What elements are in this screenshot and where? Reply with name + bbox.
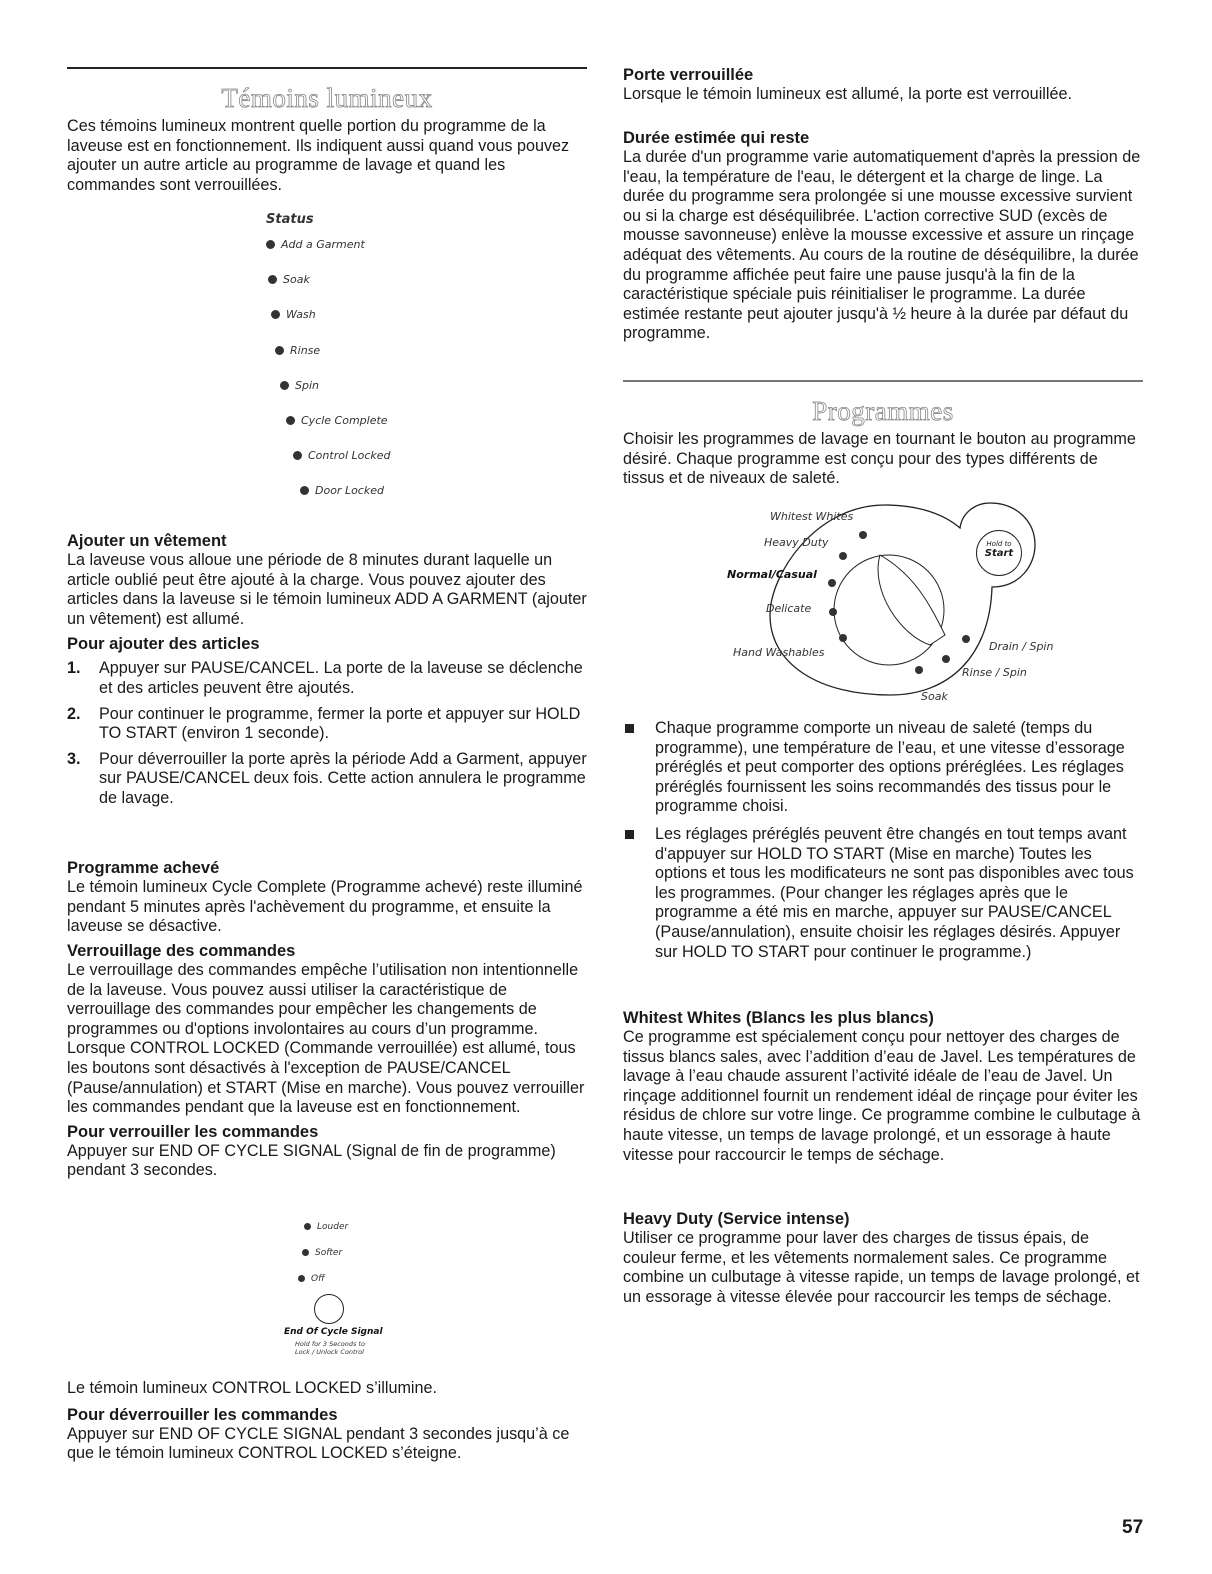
- programmes-bullets: [623, 719, 1143, 970]
- hold-to-start-button[interactable]: [976, 530, 1022, 576]
- signal-button-label: End Of Cycle Signal: [284, 1327, 383, 1337]
- top-rule-left: [67, 67, 587, 69]
- bullet-item: Chaque programme comporte un niveau de saleté (temps du programme), une température de l’eau, et une vitesse d’essorage préréglés et peut comporter des options préréglées. Les réglages préréglés fournissent les soins recommandés des tissus pour le programme choisi.: [623, 719, 1143, 817]
- signal-caption-1: Hold for 3 Seconds to: [295, 1340, 365, 1348]
- indicator-light-icon: [275, 346, 284, 355]
- add-items-subheading: Pour ajouter des articles: [67, 635, 260, 654]
- status-item-add-garment: Add a Garment: [266, 238, 365, 251]
- indicator-light-icon: [280, 381, 289, 390]
- indicator-light-icon: [302, 1249, 309, 1256]
- dial-label-whitest-whites: Whitest Whites: [770, 510, 854, 523]
- square-bullet-icon: [625, 830, 634, 839]
- signal-louder: Louder: [304, 1222, 348, 1232]
- rule-programmes: [623, 380, 1143, 382]
- section-title-programmes: Programmes: [812, 396, 954, 426]
- section-title-temoins: Témoins lumineux: [221, 83, 433, 113]
- start-button-line1: Hold to: [986, 540, 1012, 548]
- cycle-complete-heading: Programme achevé: [67, 859, 220, 877]
- unlock-section: [67, 1379, 597, 1464]
- unlock-body: Appuyer sur END OF CYCLE SIGNAL pendant 3 secondes jusqu’à ce que le témoin lumineux CONTROL LOCKED s’éteigne.: [67, 1424, 570, 1463]
- dial-label-delicate: Delicate: [766, 602, 812, 615]
- time-remaining-heading: Durée estimée qui reste: [623, 129, 810, 147]
- dial-label-heavy-duty: Heavy Duty: [764, 536, 829, 549]
- step-item: 3. Pour déverrouiller la porte après la période Add a Garment, appuyer sur PAUSE/CANCEL deux fois. Cette action annulera le programme de lavage.: [67, 749, 587, 807]
- signal-caption-2: Lock / Unlock Control: [295, 1348, 364, 1356]
- dial-label-hand-washables: Hand Washables: [733, 646, 825, 659]
- status-item-spin: Spin: [280, 379, 319, 392]
- add-garment-section: [67, 531, 587, 815]
- dial-label-soak: Soak: [921, 690, 948, 703]
- lock-body: Appuyer sur END OF CYCLE SIGNAL (Signal de fin de programme) pendant 3 secondes.: [67, 1141, 556, 1180]
- door-locked-heading: Porte verrouillée: [623, 66, 754, 84]
- status-item-cycle-complete: Cycle Complete: [286, 414, 388, 427]
- step-item: 2. Pour continuer le programme, fermer la porte et appuyer sur HOLD TO START (environ 1 seconde).: [67, 704, 581, 743]
- add-items-steps: [67, 659, 587, 808]
- door-locked-section: [623, 65, 1143, 105]
- door-locked-body: Lorsque le témoin lumineux est allumé, la porte est verrouillée.: [623, 85, 1072, 103]
- indicator-light-icon: [286, 416, 295, 425]
- after-lock-text: Le témoin lumineux CONTROL LOCKED s’illumine.: [67, 1379, 438, 1397]
- whitest-whites-heading: Whitest Whites (Blancs les plus blancs): [623, 1009, 934, 1027]
- control-lock-body: Le verrouillage des commandes empêche l’utilisation non intentionnelle de la laveuse. Vous pouvez aussi utiliser la caractéristique de verrouillage des commandes pour empêcher les changements de programmes ou d'options involontaires au cours d’un programme. Lorsque CONTROL LOCKED (Commande verrouillée) est allumé, tous les boutons sont désactivés à l'exception de PAUSE/CANCEL (Pause/annulation) et START (Mise en marche). Vous pouvez verrouiller les commandes pendant que la laveuse est en fonctionnement.: [67, 961, 585, 1117]
- bullet-item: Les réglages préréglés peuvent être changés en tout temps avant d'appuyer sur HOLD TO START (Mise en marche) Toutes les options et tous les modificateurs ne sont pas disponibles avec tous les programmes. (Pour changer les réglages après que le programme a été mis en marche, appuyer sur PAUSE/CANCEL (Pause/annulation), ensuite choisir les réglages désirés. Appuyer sur HOLD TO START pour continuer le programme.): [623, 825, 1143, 962]
- status-item-control-locked: Control Locked: [293, 449, 391, 462]
- time-remaining-section: [623, 128, 1143, 344]
- status-item-door-locked: Door Locked: [300, 484, 384, 497]
- heavy-duty-body: Utiliser ce programme pour laver des charges de tissus épais, de couleur ferme, et les vêtements normalement sales. Ce programme combine un culbutage à vitesse rapide, un temps de lavage prolongé, et un essorage à vitesse élevée pour raccourcir les temps de séchage.: [623, 1229, 1140, 1306]
- unlock-heading: Pour déverrouiller les commandes: [67, 1405, 338, 1424]
- signal-off: Off: [298, 1274, 325, 1284]
- signal-softer: Softer: [302, 1248, 342, 1258]
- lock-heading: Pour verrouiller les commandes: [67, 1122, 319, 1141]
- indicator-light-icon: [266, 240, 275, 249]
- page-number: 57: [1122, 1517, 1144, 1538]
- end-of-cycle-signal-button[interactable]: [314, 1294, 344, 1324]
- indicator-light-icon: [298, 1275, 305, 1282]
- programmes-intro: Choisir les programmes de lavage en tournant le bouton au programme désiré. Chaque programme est conçu pour des types différents de tissus et de niveaux de saleté.: [623, 430, 1136, 488]
- whitest-whites-body: Ce programme est spécialement conçu pour nettoyer des charges de tissus blancs sales, avec l’addition d’eau de Javel. Les températures de lavage à l’eau chaude assurent l’activité idéale de l’eau de Javel. Un rinçage additionnel fournit un rendement idéal de rinçage pour éviter les résidus de chlore sur votre linge. Ce programme combine le culbutage à haute vitesse, un temps de lavage prolongé, et un essorage à haute vitesse pour raccourcir le temps de séchage.: [623, 1028, 1141, 1164]
- status-item-soak: Soak: [268, 273, 310, 286]
- indicator-light-icon: [271, 310, 280, 319]
- step-item: 1. Appuyer sur PAUSE/CANCEL. La porte de la laveuse se déclenche et des articles peuvent être ajoutés.: [67, 659, 583, 697]
- indicator-light-icon: [304, 1223, 311, 1230]
- square-bullet-icon: [625, 724, 634, 733]
- add-garment-body: La laveuse vous alloue une période de 8 minutes durant laquelle un article oublié peut être ajouté à la charge. Vous pouvez ajouter des articles dans la laveuse si le témoin lumineux ADD A GARMENT (ajouter un vêtement) est allumé.: [67, 551, 587, 628]
- heavy-duty-heading: Heavy Duty (Service intense): [623, 1210, 850, 1228]
- control-lock-heading: Verrouillage des commandes: [67, 942, 296, 960]
- start-button-line2: Start: [984, 548, 1014, 559]
- dial-label-drain-spin: Drain / Spin: [989, 640, 1054, 653]
- add-garment-heading: Ajouter un vêtement: [67, 532, 227, 550]
- indicator-light-icon: [293, 451, 302, 460]
- control-lock-section: [67, 941, 587, 1181]
- time-remaining-body: La durée d'un programme varie automatiquement d'après la pression de l'eau, la température de l'eau, le détergent et la charge de linge. La durée du programme sera prolongée si une mousse excessive survient ou si la charge est déséquilibrée. L'action corrective SUD (excès de mousse savonneuse) enlève la mousse excessive et assure un rinçage adéquat des vêtements. Au cours de la routine de déséquilibre, la durée du programme affichée peut faire une pause jusqu'à la fin de la caractéristique spéciale puis réinitialiser le programme. La durée estimée restante peut ajouter jusqu'à ½ heure à la durée par défaut du programme.: [623, 148, 1141, 343]
- heavy-duty-section: [623, 1209, 1143, 1307]
- dial-label-normal-casual: Normal/Casual: [727, 568, 817, 581]
- status-item-rinse: Rinse: [275, 344, 320, 357]
- cycle-complete-section: [67, 858, 587, 937]
- whitest-whites-section: [623, 1008, 1143, 1165]
- status-item-wash: Wash: [271, 308, 316, 321]
- cycle-complete-body: Le témoin lumineux Cycle Complete (Programme achevé) reste illuminé pendant 5 minutes après l'achèvement du programme, et ensuite la laveuse se désactive.: [67, 878, 583, 936]
- intro-paragraph: Ces témoins lumineux montrent quelle portion du programme de la laveuse est en fonctionnement. Ils indiquent aussi quand vous pouvez ajouter un autre article au programme de lavage et quand les commandes sont verrouillées.: [67, 117, 570, 194]
- status-heading: Status: [266, 212, 314, 227]
- indicator-light-icon: [268, 275, 277, 284]
- dial-label-rinse-spin: Rinse / Spin: [962, 666, 1027, 679]
- indicator-light-icon: [300, 486, 309, 495]
